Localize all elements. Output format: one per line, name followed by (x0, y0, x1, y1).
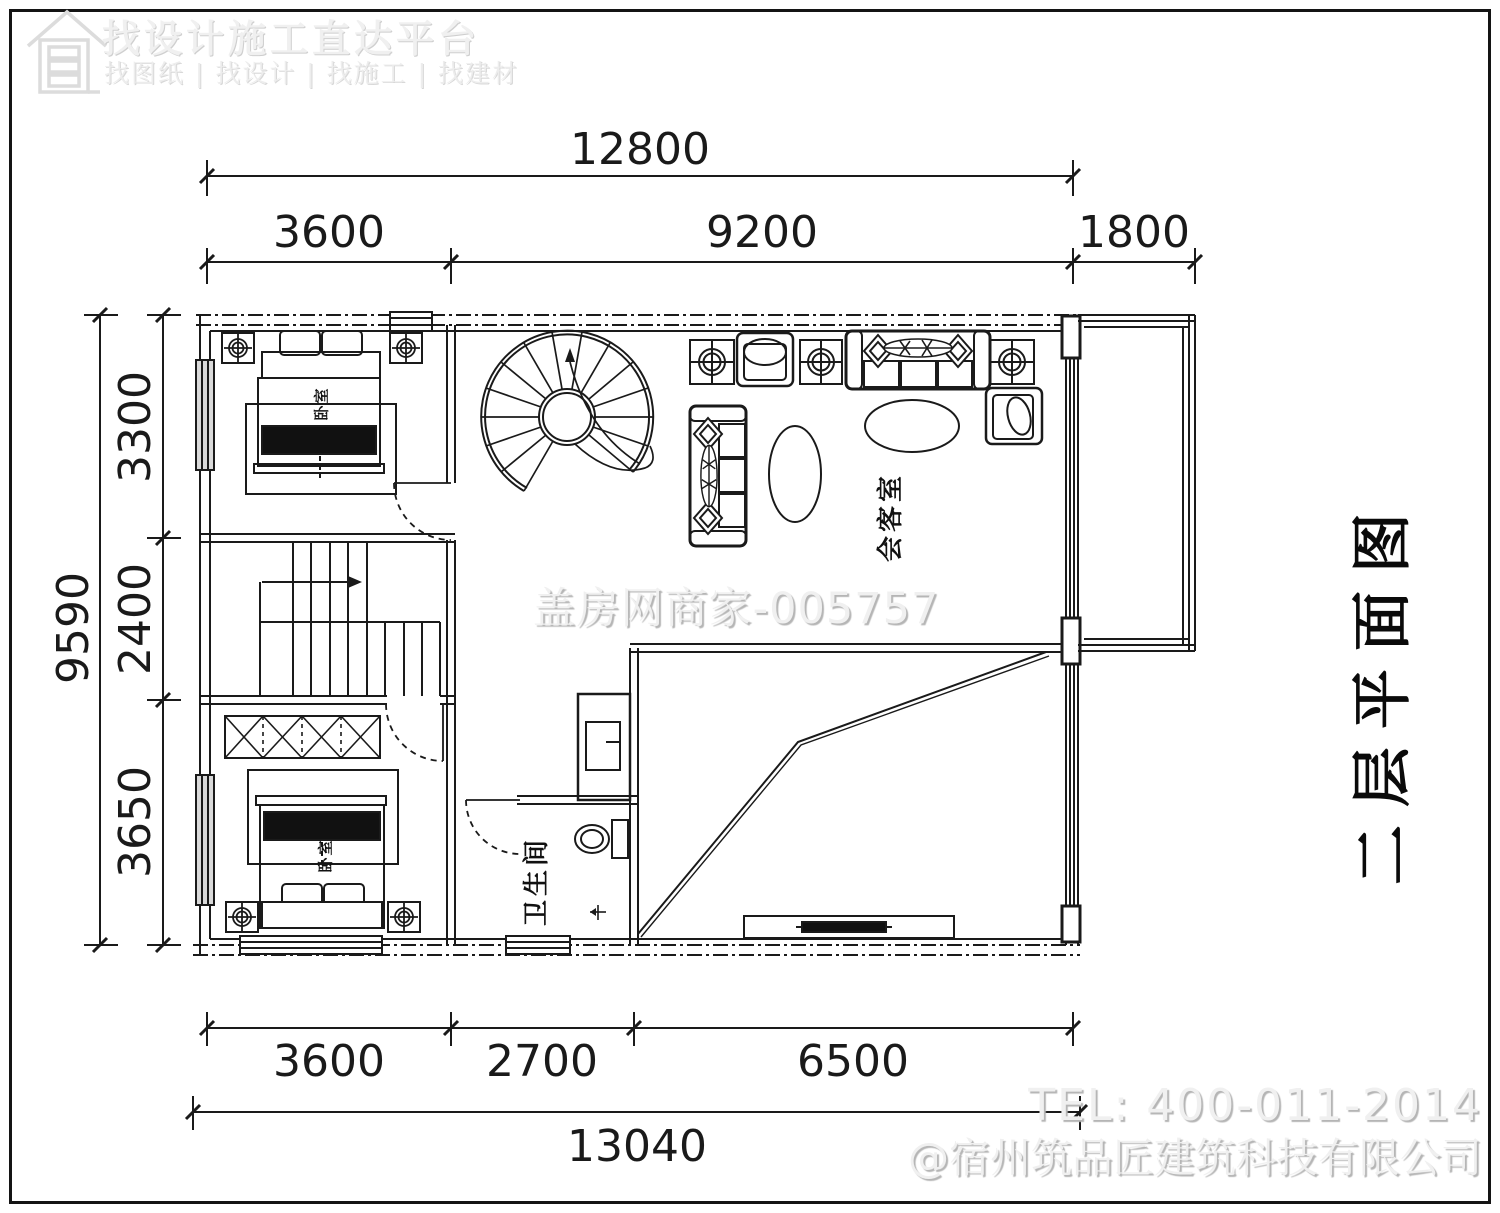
room-label-bathroom: 卫生间 (522, 836, 552, 927)
dim-left-overall: 9590 (48, 572, 99, 684)
dim-top-9200: 9200 (706, 207, 818, 258)
room-label-living: 会客室 (876, 472, 906, 563)
dim-top-overall: 12800 (570, 124, 710, 175)
straight-staircase (260, 542, 440, 696)
dim-bottom-6500: 6500 (797, 1036, 909, 1087)
watermark-company: @宿州筑品匠建筑科技有限公司 (908, 1134, 1482, 1182)
doors (386, 483, 520, 854)
bathroom-fixtures (575, 694, 630, 920)
dim-bottom-2700: 2700 (486, 1036, 598, 1087)
room-label-bedroom-top: 卧室 (312, 386, 331, 421)
dim-bottom-3600: 3600 (273, 1036, 385, 1087)
dim-left-3650: 3650 (110, 766, 161, 878)
dim-top-1800: 1800 (1078, 207, 1190, 258)
watermark-center: 盖房网商家-005757 (532, 584, 940, 634)
drawing-title: 二层平面图 (1348, 495, 1418, 885)
spiral-staircase (481, 331, 653, 491)
dim-bottom-overall: 13040 (567, 1121, 707, 1172)
big-room (638, 652, 1049, 938)
logo-subtitle: 找图纸 | 找设计 | 找施工 | 找建材 (104, 59, 519, 88)
room-label-bedroom-bottom: 卧室 (316, 838, 335, 873)
logo-title: 找设计施工直达平台 (102, 17, 481, 61)
dim-top-3600: 3600 (273, 207, 385, 258)
watermark-tel: TEL: 400-011-2014 (1028, 1080, 1482, 1131)
living-room-furniture (690, 331, 1042, 546)
dim-left-3300: 3300 (110, 371, 161, 483)
dim-left-2400: 2400 (110, 563, 161, 675)
bedroom-bottom-furniture (225, 716, 420, 932)
